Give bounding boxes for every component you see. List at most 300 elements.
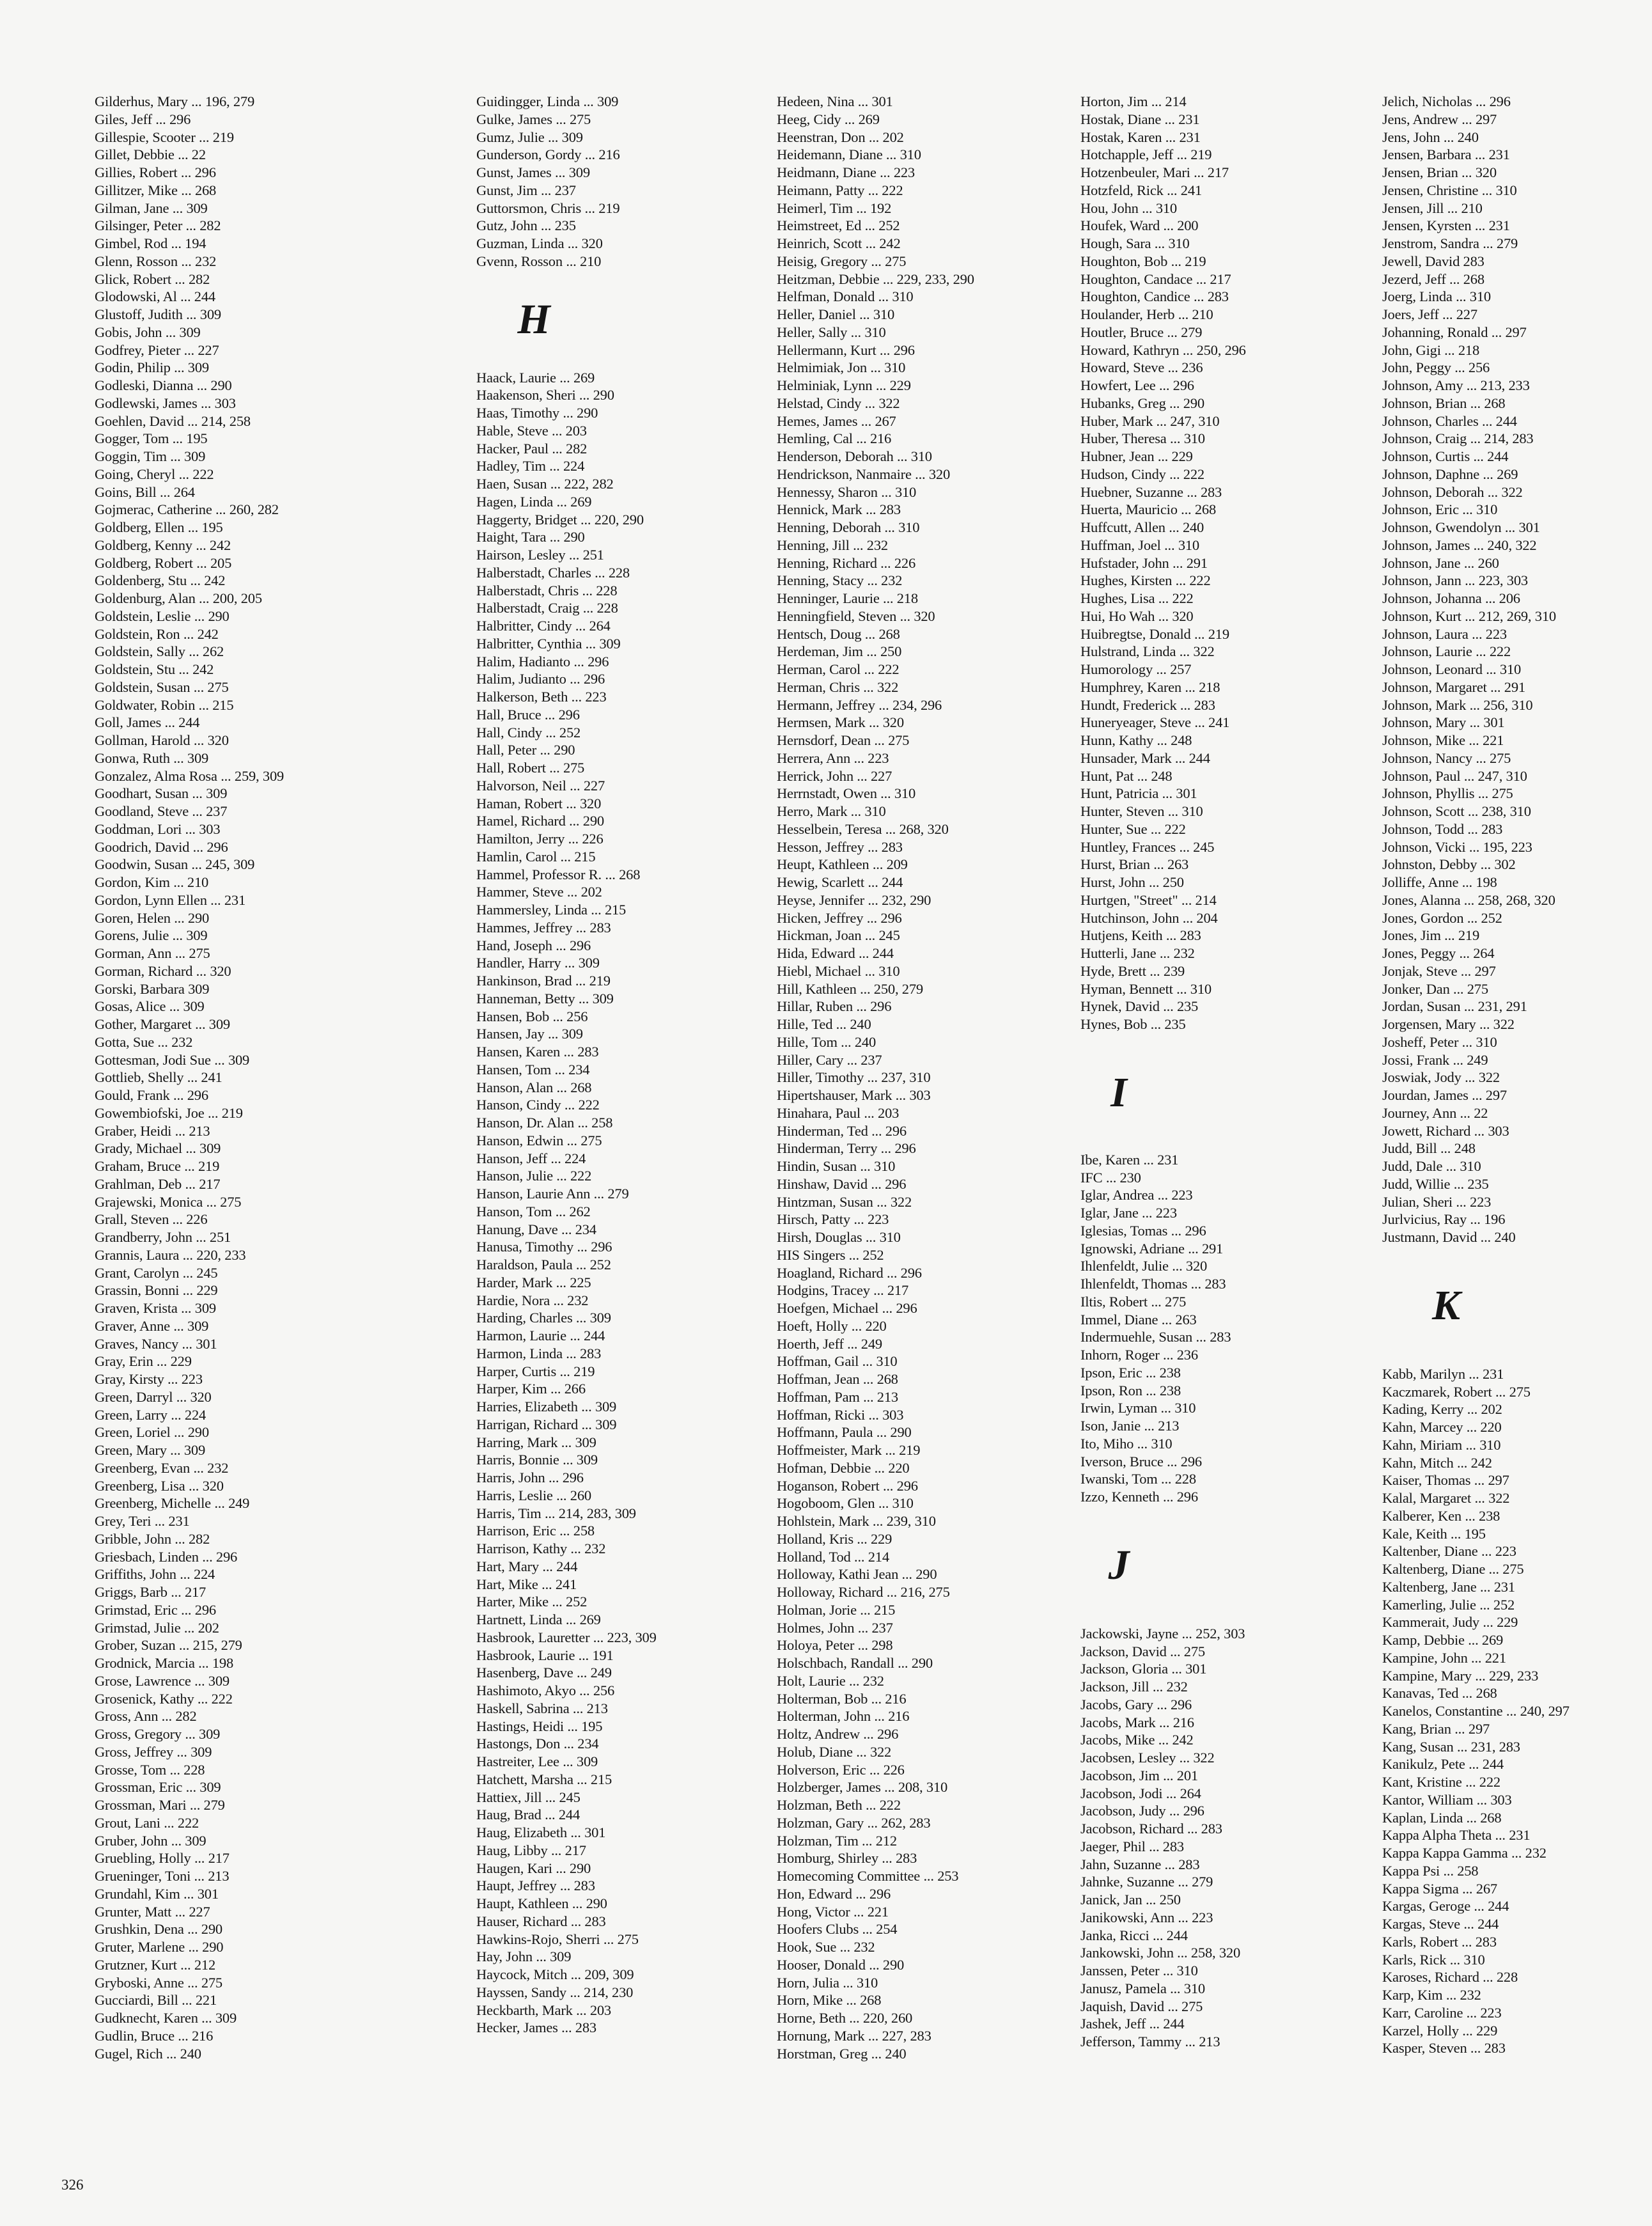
index-entry: Halim, Hadianto ... 296 (476, 653, 609, 670)
index-entry: Hecker, James ... 283 (476, 2019, 596, 2036)
index-entry: Hyde, Brett ... 239 (1080, 962, 1185, 979)
index-entry: Goldenberg, Stu ... 242 (95, 572, 226, 589)
index-entry: Johnston, Debby ... 302 (1382, 856, 1516, 873)
index-entry: Johnson, Kurt ... 212, 269, 310 (1382, 607, 1556, 624)
index-entry: Gilderhus, Mary ... 196, 279 (95, 93, 254, 109)
index-entry: Hanson, Alan ... 268 (476, 1079, 592, 1095)
index-entry: Jones, Alanna ... 258, 268, 320 (1382, 891, 1555, 908)
entry-list (95, 93, 382, 2062)
index-entry: Grueninger, Toni ... 213 (95, 1868, 230, 1884)
index-entry: Kaltenberg, Diane ... 275 (1382, 1561, 1524, 1577)
index-entry: Ignowski, Adriane ... 291 (1080, 1240, 1224, 1257)
index-entry: Harter, Mike ... 252 (476, 1594, 588, 1610)
index-entry: Green, Mary ... 309 (95, 1442, 206, 1458)
index-entry: Hook, Sue ... 232 (777, 1939, 875, 1955)
index-entry: Henderson, Deborah ... 310 (777, 448, 932, 464)
index-entry: Herrera, Ann ... 223 (777, 749, 889, 766)
index-entry: Hutjens, Keith ... 283 (1080, 927, 1201, 944)
index-entry: Hanson, Dr. Alan ... 258 (476, 1115, 613, 1131)
index-entry: Hoeft, Holly ... 220 (777, 1317, 887, 1334)
index-entry: Gilman, Jane ... 309 (95, 200, 208, 216)
index-entry: Jankowski, John ... 258, 320 (1080, 1945, 1241, 1961)
index-entry: Johnson, Jane ... 260 (1382, 554, 1499, 571)
index-entry: Jourdan, James ... 297 (1382, 1087, 1507, 1103)
index-entry: Graver, Anne ... 309 (95, 1317, 209, 1334)
index-entry: HIS Singers ... 252 (777, 1246, 884, 1263)
index-entry: Grahlman, Deb ... 217 (95, 1175, 221, 1192)
index-entry: Kaiser, Thomas ... 297 (1382, 1472, 1509, 1489)
index-entry: Jacobson, Jim ... 201 (1080, 1767, 1198, 1783)
index-entry: Grant, Carolyn ... 245 (95, 1264, 218, 1281)
index-entry: Henningfield, Steven ... 320 (777, 607, 935, 624)
index-entry: Goll, James ... 244 (95, 714, 200, 731)
index-entry: Hinderman, Terry ... 296 (777, 1140, 916, 1157)
index-entry: Harris, John ... 296 (476, 1470, 584, 1485)
index-entry: Haug, Libby ... 217 (476, 1842, 586, 1858)
index-entry: Herman, Carol ... 222 (777, 661, 900, 677)
index-entry: Gribble, John ... 282 (95, 1530, 210, 1547)
index-entry: Jensen, Christine ... 310 (1382, 182, 1517, 198)
index-entry: Heimstreet, Ed ... 252 (777, 217, 900, 234)
index-entry: Haugen, Kari ... 290 (476, 1860, 591, 1876)
index-entry: Irwin, Lyman ... 310 (1080, 1400, 1196, 1416)
index-entry: Jackson, David ... 275 (1080, 1643, 1205, 1659)
index-entry: Ipson, Eric ... 238 (1080, 1364, 1181, 1381)
index-entry: Gollman, Harold ... 320 (95, 732, 229, 748)
index-entry: Hufstader, John ... 291 (1080, 554, 1208, 571)
index-entry: Heimann, Patty ... 222 (777, 182, 903, 198)
index-entry: Hart, Mary ... 244 (476, 1558, 578, 1574)
index-entry: Godin, Philip ... 309 (95, 359, 209, 376)
index-entry: Hurtgen, "Street" ... 214 (1080, 891, 1217, 908)
index-entry: Goggin, Tim ... 309 (95, 448, 206, 464)
index-entry: Ipson, Ron ... 238 (1080, 1382, 1181, 1399)
index-entry: Hanson, Tom ... 262 (476, 1203, 591, 1219)
index-entry: Johnson, Craig ... 214, 283 (1382, 430, 1534, 447)
index-entry: Hatchett, Marsha ... 215 (476, 1771, 612, 1787)
index-entry: John, Gigi ... 218 (1382, 341, 1480, 358)
index-entry: Gryboski, Anne ... 275 (95, 1974, 222, 1991)
index-entry: Kabb, Marilyn ... 231 (1382, 1365, 1504, 1382)
index-entry: Guttorsmon, Chris ... 219 (476, 200, 620, 216)
index-entry: Harris, Leslie ... 260 (476, 1487, 591, 1503)
index-entry: John, Peggy ... 256 (1382, 359, 1490, 376)
index-entry: Hunn, Kathy ... 248 (1080, 732, 1192, 748)
index-entry: Ihlenfeldt, Thomas ... 283 (1080, 1276, 1226, 1292)
index-entry: Hall, Cindy ... 252 (476, 724, 581, 741)
index-entry: Hughes, Kirsten ... 222 (1080, 572, 1211, 589)
index-entry: Hansen, Tom ... 234 (476, 1061, 590, 1078)
index-entry: Gilsinger, Peter ... 282 (95, 217, 221, 234)
index-entry: Green, Darryl ... 320 (95, 1388, 212, 1405)
index-entry: Jahn, Suzanne ... 283 (1080, 1856, 1200, 1872)
index-entry: Gunderson, Gordy ... 216 (476, 146, 620, 163)
index-entry: Johnson, Nancy ... 275 (1382, 749, 1511, 766)
index-entry: Goldenburg, Alan ... 200, 205 (95, 590, 262, 606)
index-entry: Julian, Sheri ... 223 (1382, 1193, 1492, 1210)
index-entry: Hemes, James ... 267 (777, 412, 896, 429)
index-entry: Grannis, Laura ... 220, 233 (95, 1246, 246, 1263)
index-entry: Jacobsen, Lesley ... 322 (1080, 1750, 1215, 1766)
index-column-2 (476, 93, 764, 2037)
index-entry: Henning, Jill ... 232 (777, 537, 888, 553)
index-entry: Hanung, Dave ... 234 (476, 1221, 596, 1237)
index-entry: Kampine, Mary ... 229, 233 (1382, 1667, 1539, 1684)
index-entry: Hadley, Tim ... 224 (476, 458, 585, 474)
index-entry: Kant, Kristine ... 222 (1382, 1774, 1500, 1790)
index-entry: Hoffman, Pam ... 213 (777, 1388, 898, 1405)
section-letter-j: J (1108, 1541, 1130, 1588)
index-entry: Hostak, Karen ... 231 (1080, 129, 1201, 145)
index-entry: Hasenberg, Dave ... 249 (476, 1665, 612, 1681)
entry-list (1080, 93, 1368, 1033)
index-entry: Gross, Ann ... 282 (95, 1708, 197, 1725)
index-entry: Grajewski, Monica ... 275 (95, 1193, 242, 1210)
index-entry: Kahn, Marcey ... 220 (1382, 1419, 1502, 1435)
index-entry: Haight, Tara ... 290 (476, 529, 585, 545)
index-entry: Hermsen, Mark ... 320 (777, 714, 904, 731)
index-entry: Hooser, Donald ... 290 (777, 1956, 905, 1973)
index-entry: Gugel, Rich ... 240 (95, 2045, 201, 2062)
index-entry: Hansen, Jay ... 309 (476, 1026, 583, 1042)
index-entry: Humorology ... 257 (1080, 661, 1192, 677)
index-entry: Hoerth, Jeff ... 249 (777, 1335, 882, 1352)
index-entry: Jossi, Frank ... 249 (1382, 1051, 1488, 1068)
index-entry: Hairson, Lesley ... 251 (476, 547, 604, 563)
index-entry: Hoffmann, Paula ... 290 (777, 1424, 912, 1441)
index-entry: Kading, Kerry ... 202 (1382, 1401, 1502, 1418)
index-entry: Haycock, Mitch ... 209, 309 (476, 1966, 634, 1982)
index-entry: Hunter, Steven ... 310 (1080, 803, 1203, 819)
index-entry: Hoagland, Richard ... 296 (777, 1264, 922, 1281)
index-entry: Huber, Theresa ... 310 (1080, 430, 1205, 447)
index-entry: Holoya, Peter ... 298 (777, 1637, 893, 1654)
index-entry: Going, Cheryl ... 222 (95, 466, 214, 482)
index-entry: Gunst, Jim ... 237 (476, 182, 576, 198)
index-entry: Giles, Jeff ... 296 (95, 111, 191, 127)
index-entry: Inhorn, Roger ... 236 (1080, 1347, 1198, 1363)
index-entry: Kalal, Margaret ... 322 (1382, 1490, 1510, 1506)
index-entry: Kang, Susan ... 231, 283 (1382, 1738, 1520, 1755)
index-entry: Hoffman, Jean ... 268 (777, 1371, 898, 1387)
index-entry: Holloway, Richard ... 216, 275 (777, 1584, 950, 1600)
index-entry: Janikowski, Ann ... 223 (1080, 1909, 1213, 1925)
index-entry: Kahn, Mitch ... 242 (1382, 1454, 1492, 1471)
index-entry: Jacobs, Mark ... 216 (1080, 1714, 1194, 1730)
index-entry: Hindin, Susan ... 310 (777, 1158, 896, 1174)
index-entry: Graham, Bruce ... 219 (95, 1158, 220, 1174)
index-entry: Gogger, Tom ... 195 (95, 430, 208, 447)
entry-list (1382, 93, 1652, 1246)
index-entry: Hasbrook, Lauretter ... 223, 309 (476, 1629, 657, 1645)
index-entry: Huneryeager, Steve ... 241 (1080, 714, 1230, 731)
index-entry: Gorman, Richard ... 320 (95, 962, 231, 979)
index-entry: Goodwin, Susan ... 245, 309 (95, 856, 255, 873)
index-entry: Goodhart, Susan ... 309 (95, 785, 228, 802)
index-entry: Horne, Beth ... 220, 260 (777, 2010, 913, 2026)
index-entry: Hentsch, Doug ... 268 (777, 625, 900, 642)
index-entry: Johnson, Deborah ... 322 (1382, 483, 1523, 500)
index-entry: Herrnstadt, Owen ... 310 (777, 785, 916, 802)
index-entry: Johnson, Mary ... 301 (1382, 714, 1505, 731)
index-entry: Jolliffe, Anne ... 198 (1382, 874, 1497, 890)
index-entry: Holub, Diane ... 322 (777, 1743, 892, 1760)
index-entry: Gucciardi, Bill ... 221 (95, 1992, 217, 2009)
index-entry: Holman, Jorie ... 215 (777, 1601, 896, 1618)
index-entry: Immel, Diane ... 263 (1080, 1311, 1197, 1328)
index-entry: Godleski, Dianna ... 290 (95, 377, 232, 393)
index-entry: Kappa Kappa Gamma ... 232 (1382, 1845, 1547, 1861)
index-entry: Gimbel, Rod ... 194 (95, 235, 207, 251)
index-entry: Holloway, Kathi Jean ... 290 (777, 1566, 937, 1583)
index-entry: Hellermann, Kurt ... 296 (777, 341, 915, 358)
index-entry: Holmes, John ... 237 (777, 1619, 893, 1636)
index-entry: Grall, Steven ... 226 (95, 1211, 208, 1228)
index-entry: Greenberg, Evan ... 232 (95, 1459, 229, 1476)
section-letter-k: K (1431, 1282, 1461, 1329)
index-entry: Hamilton, Jerry ... 226 (476, 831, 604, 847)
index-entry: Huber, Mark ... 247, 310 (1080, 412, 1220, 429)
index-entry: Goldstein, Leslie ... 290 (95, 607, 230, 624)
index-entry: Hall, Peter ... 290 (476, 742, 575, 758)
index-entry: Gillies, Robert ... 296 (95, 164, 216, 180)
index-entry: Harmon, Linda ... 283 (476, 1345, 602, 1361)
index-entry: Gottlieb, Shelly ... 241 (95, 1069, 222, 1086)
index-entry: Grandberry, John ... 251 (95, 1229, 231, 1245)
index-entry: Hotzfeld, Rick ... 241 (1080, 182, 1202, 198)
index-entry: Helmimiak, Jon ... 310 (777, 359, 906, 376)
index-entry: Gudlin, Bruce ... 216 (95, 2027, 214, 2044)
index-entry: Jezerd, Jeff ... 268 (1382, 270, 1484, 287)
index-entry: Humphrey, Karen ... 218 (1080, 678, 1220, 695)
index-entry: Judd, Willie ... 235 (1382, 1175, 1489, 1192)
index-entry: Hesselbein, Teresa ... 268, 320 (777, 820, 949, 837)
index-entry: Grady, Michael ... 309 (95, 1140, 221, 1157)
index-entry: Gould, Frank ... 296 (95, 1087, 208, 1103)
index-entry: Hou, John ... 310 (1080, 200, 1177, 216)
index-entry: Johnson, Eric ... 310 (1382, 501, 1498, 518)
index-entry: Kappa Sigma ... 267 (1382, 1880, 1497, 1897)
index-entry: Jensen, Barbara ... 231 (1382, 146, 1510, 163)
index-entry: Hastreiter, Lee ... 309 (476, 1753, 598, 1769)
index-entry: Hoffman, Gail ... 310 (777, 1353, 898, 1370)
index-entry: Harper, Kim ... 266 (476, 1381, 586, 1397)
index-entry: Hattiex, Jill ... 245 (476, 1789, 581, 1805)
index-entry: Griesbach, Linden ... 296 (95, 1548, 238, 1565)
index-entry: Hong, Victor ... 221 (777, 1903, 889, 1920)
index-entry: Holterman, Bob ... 216 (777, 1690, 907, 1707)
index-entry: Gillespie, Scooter ... 219 (95, 129, 234, 145)
index-entry: Jens, Andrew ... 297 (1382, 111, 1497, 127)
index-entry: Jones, Jim ... 219 (1382, 927, 1480, 944)
index-entry: Gojmerac, Catherine ... 260, 282 (95, 501, 279, 518)
index-entry: Gonwa, Ruth ... 309 (95, 749, 209, 766)
index-entry: Hoganson, Robert ... 296 (777, 1477, 918, 1494)
index-entry: Hickman, Joan ... 245 (777, 927, 900, 944)
index-entry: Hammer, Steve ... 202 (476, 884, 602, 900)
index-entry: Grundahl, Kim ... 301 (95, 1885, 219, 1902)
index-entry: Johnson, Margaret ... 291 (1382, 678, 1525, 695)
index-entry: Howard, Steve ... 236 (1080, 359, 1203, 376)
index-entry: Gosas, Alice ... 309 (95, 998, 205, 1015)
index-entry: Hintzman, Susan ... 322 (777, 1193, 912, 1210)
index-entry: Haupt, Kathleen ... 290 (476, 1895, 607, 1911)
index-entry: Godlewski, James ... 303 (95, 395, 236, 411)
index-entry: Goldstein, Stu ... 242 (95, 661, 214, 677)
index-entry: Gray, Erin ... 229 (95, 1353, 192, 1370)
index-entry: Kasper, Steven ... 283 (1382, 2040, 1506, 2057)
index-entry: Hernsdorf, Dean ... 275 (777, 732, 910, 748)
index-entry: Halbritter, Cynthia ... 309 (476, 635, 621, 652)
index-entry: Halim, Judianto ... 296 (476, 671, 605, 687)
index-entry: Hohlstein, Mark ... 239, 310 (777, 1513, 936, 1529)
index-entry: Hedeen, Nina ... 301 (777, 93, 893, 109)
index-entry: Hotchapple, Jeff ... 219 (1080, 146, 1212, 163)
index-entry: Hille, Ted ... 240 (777, 1016, 871, 1032)
index-entry: Harmon, Laurie ... 244 (476, 1328, 605, 1344)
index-entry: Hinshaw, David ... 296 (777, 1175, 907, 1192)
index-entry: Hagen, Linda ... 269 (476, 493, 592, 510)
index-entry: Helminiak, Lynn ... 229 (777, 377, 911, 393)
index-entry: Johnson, Charles ... 244 (1382, 412, 1517, 429)
index-entry: Johnson, Leonard ... 310 (1382, 661, 1522, 677)
index-entry: Harries, Elizabeth ... 309 (476, 1399, 617, 1415)
index-entry: Kamerling, Julie ... 252 (1382, 1596, 1515, 1613)
index-entry: Halkerson, Beth ... 223 (476, 689, 607, 705)
index-entry: Holschbach, Randall ... 290 (777, 1655, 933, 1671)
index-entry: Hogoboom, Glen ... 310 (777, 1495, 914, 1512)
index-entry: Jashek, Jeff ... 244 (1080, 2016, 1185, 2032)
index-entry: Godfrey, Pieter ... 227 (95, 341, 219, 358)
index-entry: Hesson, Jeffrey ... 283 (777, 838, 903, 855)
index-entry: Kantor, William ... 303 (1382, 1791, 1512, 1808)
index-entry: Green, Larry ... 224 (95, 1406, 207, 1423)
index-entry: Goldstein, Ron ... 242 (95, 625, 219, 642)
index-entry: Holland, Kris ... 229 (777, 1530, 892, 1547)
index-entry: Gruebling, Holly ... 217 (95, 1850, 230, 1867)
index-entry: Holtz, Andrew ... 296 (777, 1726, 899, 1742)
index-entry: Karoses, Richard ... 228 (1382, 1969, 1518, 1986)
index-entry: Hanson, Jeff ... 224 (476, 1150, 586, 1166)
index-entry: Kale, Keith ... 195 (1382, 1525, 1486, 1542)
index-entry: Kaczmarek, Robert ... 275 (1382, 1383, 1531, 1400)
index-entry: Hankinson, Brad ... 219 (476, 973, 611, 989)
index-column-3 (777, 93, 1064, 2062)
index-entry: Hardie, Nora ... 232 (476, 1292, 589, 1308)
index-entry: Harris, Bonnie ... 309 (476, 1452, 598, 1468)
index-entry: Hipertshauser, Mark ... 303 (777, 1087, 931, 1103)
index-entry: Hastings, Heidi ... 195 (476, 1718, 603, 1734)
index-entry: Hashimoto, Akyo ... 256 (476, 1682, 615, 1698)
index-column-1 (95, 93, 382, 2062)
index-entry: Kaplan, Linda ... 268 (1382, 1809, 1502, 1826)
index-entry: Goodland, Steve ... 237 (95, 803, 228, 819)
index-entry: Houlander, Herb ... 210 (1080, 306, 1213, 322)
index-entry: Haack, Laurie ... 269 (476, 369, 595, 386)
index-entry: Goins, Bill ... 264 (95, 483, 195, 500)
entry-list (1382, 1365, 1652, 2057)
index-entry: Hoefgen, Michael ... 296 (777, 1300, 917, 1316)
index-entry: Kaltenberg, Jane ... 231 (1382, 1578, 1515, 1595)
entry-list (476, 93, 764, 270)
index-entry: Indermuehle, Susan ... 283 (1080, 1329, 1231, 1345)
index-entry: Johanning, Ronald ... 297 (1382, 324, 1527, 340)
index-entry: Goodrich, David ... 296 (95, 838, 228, 855)
index-column-5 (1382, 93, 1652, 2057)
index-entry: Glick, Robert ... 282 (95, 270, 210, 287)
index-entry: Janka, Ricci ... 244 (1080, 1927, 1188, 1943)
index-entry: Helstad, Cindy ... 322 (777, 395, 900, 411)
index-entry: Jackowski, Jayne ... 252, 303 (1080, 1625, 1245, 1642)
index-entry: Hunt, Pat ... 248 (1080, 767, 1173, 784)
index-entry: Gother, Margaret ... 309 (95, 1016, 230, 1032)
index-entry: Holland, Tod ... 214 (777, 1548, 889, 1565)
index-entry: Grushkin, Dena ... 290 (95, 1921, 222, 1938)
index-entry: Hubanks, Greg ... 290 (1080, 395, 1204, 411)
index-entry: Herro, Mark ... 310 (777, 803, 886, 819)
index-entry: Iltis, Robert ... 275 (1080, 1293, 1187, 1310)
index-entry: Jackson, Gloria ... 301 (1080, 1661, 1207, 1677)
index-entry: Gruter, Marlene ... 290 (95, 1939, 224, 1955)
index-entry: Gunst, James ... 309 (476, 164, 590, 180)
index-entry: IFC ... 230 (1080, 1169, 1141, 1186)
index-entry: Iglar, Jane ... 223 (1080, 1205, 1177, 1221)
index-entry: Jenstrom, Sandra ... 279 (1382, 235, 1518, 251)
index-entry: Iglar, Andrea ... 223 (1080, 1187, 1193, 1203)
index-entry: Gudknecht, Karen ... 309 (95, 2010, 237, 2026)
index-entry: Griffiths, John ... 224 (95, 1566, 215, 1583)
index-entry: Hoofers Clubs ... 254 (777, 1921, 898, 1938)
index-entry: Hiller, Cary ... 237 (777, 1051, 882, 1068)
index-entry: Goldberg, Kenny ... 242 (95, 537, 231, 553)
index-entry: Kanikulz, Pete ... 244 (1382, 1756, 1504, 1773)
index-entry: Gotta, Sue ... 232 (95, 1033, 193, 1050)
index-entry: Hughes, Lisa ... 222 (1080, 590, 1194, 606)
index-entry: Karp, Kim ... 232 (1382, 1987, 1481, 2003)
index-entry: Hicken, Jeffrey ... 296 (777, 909, 902, 926)
index-entry: Jonjak, Steve ... 297 (1382, 962, 1496, 979)
index-entry: Heupt, Kathleen ... 209 (777, 856, 908, 873)
index-entry: Haug, Brad ... 244 (476, 1807, 580, 1823)
index-entry: Kaltenber, Diane ... 223 (1382, 1543, 1516, 1560)
index-entry: Houghton, Candace ... 217 (1080, 270, 1231, 287)
index-entry: Judd, Bill ... 248 (1382, 1140, 1476, 1157)
index-entry: Hynes, Bob ... 235 (1080, 1016, 1186, 1032)
index-entry: Hyman, Bennett ... 310 (1080, 980, 1212, 997)
index-entry: Hawkins-Rojo, Sherri ... 275 (476, 1931, 639, 1947)
index-entry: Grossman, Eric ... 309 (95, 1779, 221, 1796)
index-entry: Iwanski, Tom ... 228 (1080, 1471, 1196, 1487)
index-entry: Grodnick, Marcia ... 198 (95, 1655, 234, 1671)
index-entry: Hoffmeister, Mark ... 219 (777, 1442, 921, 1458)
index-entry: Karls, Robert ... 283 (1382, 1933, 1497, 1950)
index-entry: Journey, Ann ... 22 (1382, 1104, 1488, 1121)
index-entry: Green, Loriel ... 290 (95, 1424, 209, 1441)
index-entry: Henning, Stacy ... 232 (777, 572, 903, 589)
index-entry: Jacobson, Richard ... 283 (1080, 1821, 1222, 1837)
index-entry: Jacobson, Judy ... 296 (1080, 1803, 1204, 1819)
index-entry: Hiller, Timothy ... 237, 310 (777, 1069, 931, 1086)
index-entry: Hansen, Karen ... 283 (476, 1044, 599, 1060)
index-entry: Johnson, Mike ... 221 (1382, 732, 1504, 748)
index-entry: Heitzman, Debbie ... 229, 233, 290 (777, 270, 974, 287)
index-entry: Homburg, Shirley ... 283 (777, 1850, 917, 1867)
index-entry: Halbritter, Cindy ... 264 (476, 618, 611, 634)
index-entry: Grutzner, Kurt ... 212 (95, 1956, 216, 1973)
index-entry: Hayssen, Sandy ... 214, 230 (476, 1984, 634, 2000)
index-entry: Hirsch, Patty ... 223 (777, 1211, 889, 1228)
index-entry: Hui, Ho Wah ... 320 (1080, 607, 1194, 624)
